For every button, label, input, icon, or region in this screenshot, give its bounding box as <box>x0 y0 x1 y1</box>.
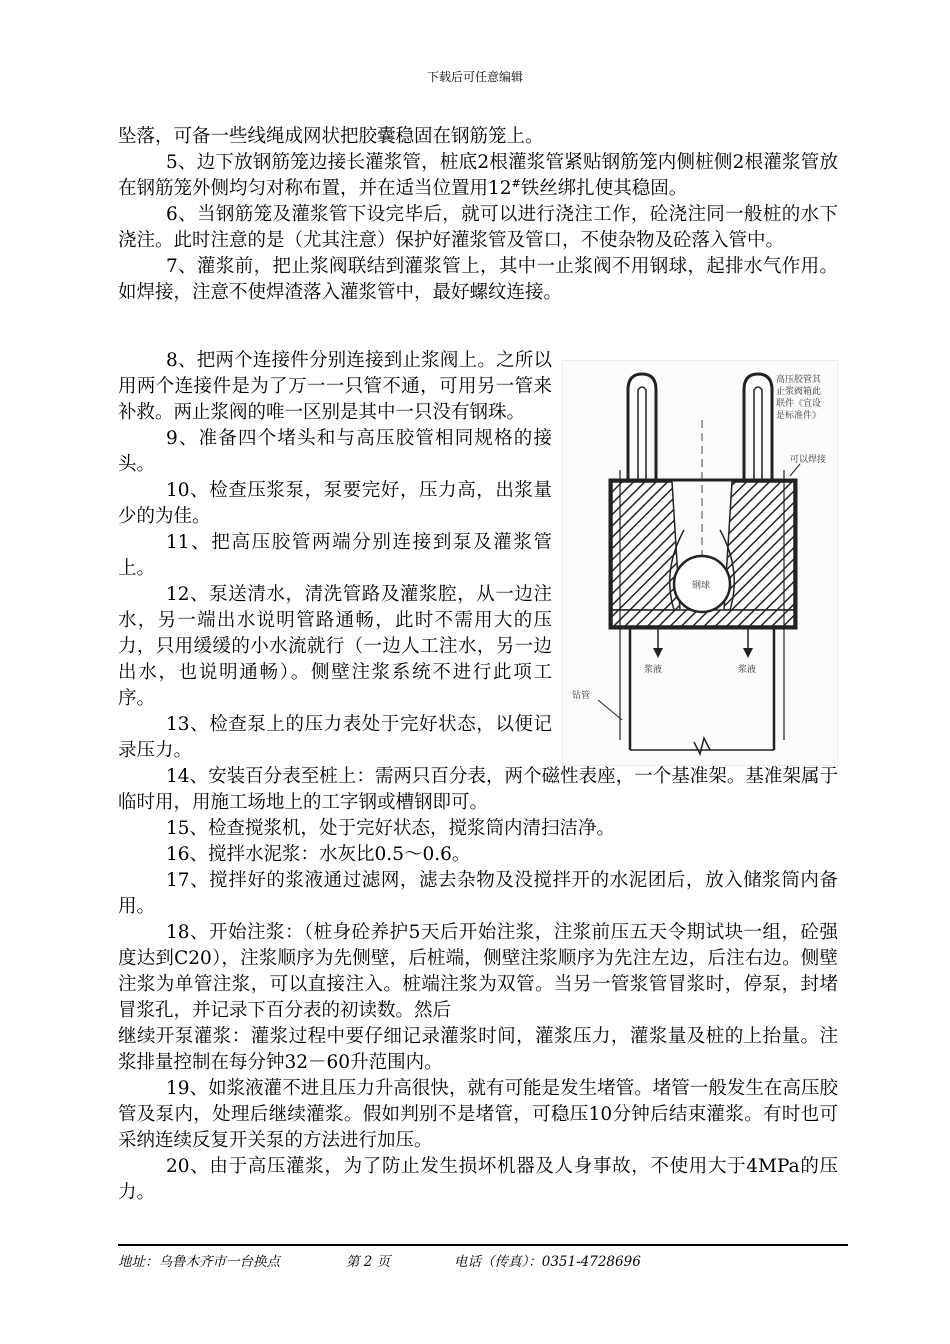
paragraph: 10、检查压浆泵，泵要完好，压力高，出浆量少的为佳。 <box>118 480 552 527</box>
label-top-4: 是标准件》 <box>776 411 822 421</box>
document-body <box>118 124 838 1203</box>
paragraph: 8、把两个连接件分别连接到止浆阀上。之所以用两个连接件是为了万一一只管不通，可用另一管来补救。两止浆阀的唯一区别是其中一只没有钢珠。 <box>118 350 552 423</box>
paragraph: 13、检查泵上的压力表处于完好状态，以便记录压力。 <box>118 714 552 761</box>
paragraph: 19、如浆液灌不进且压力升高很快，就有可能是发生堵管。堵管一般发生在高压胶管及泵内，处理后继续灌浆。假如判别不是堵管，可稳压10分钟后结束灌浆。有时也可采纳连续反复开关泵的方法进行加压。 <box>118 1078 838 1151</box>
paragraph: 20、由于高压灌浆，为了防止发生损坏机器及人身事故，不使用大于4MPa的压力。 <box>118 1156 838 1203</box>
grouting-valve-diagram <box>562 360 838 766</box>
valve-drawing <box>562 360 838 766</box>
paragraph: 6、当钢筋笼及灌浆管下设完毕后，就可以进行浇注工作，砼浇注同一般桩的水下浇注。此时注意的是（尤其注意）保护好灌浆管及管口，不使杂物及砼落入管中。 <box>118 204 838 251</box>
paragraph: 17、搅拌好的浆液通过滤网，滤去杂物及没搅拌开的水泥团后，放入储浆筒内备用。 <box>118 870 838 917</box>
paragraph: 11、把高压胶管两端分别连接到泵及灌浆管上。 <box>118 532 552 579</box>
footer-rule <box>118 1244 848 1246</box>
paragraph: 18、开始注浆：（桩身砼养护5天后开始注浆，注浆前压五天令期试块一组，砼强度达到C20），注浆顺序为先侧壁，后桩端，侧壁注浆顺序为先注左边，后注右边。侧壁注浆为单管注浆，可以直接注入。桩端注浆为双管。当另一管浆管冒浆时，停泵，封堵冒浆孔，并记录下百分表的初读数。然后 <box>118 922 838 1021</box>
footer-phone: 电话（传真）：0351-4728696 <box>454 1254 641 1270</box>
paragraph: 14、安装百分表至桩上：需两只百分表，两个磁性表座，一个基准架。基准架属于临时用，用施工场地上的工字钢或槽钢即可。 <box>118 766 838 813</box>
label-top-3: 联件《宜设 <box>776 399 822 409</box>
label-weld: 可以焊接 <box>790 455 827 465</box>
lower-paragraphs <box>118 764 838 1206</box>
paragraph-5-tail: 铁丝绑扎使其稳固。 <box>520 178 688 199</box>
paragraph: 7、灌浆前，把止浆阀联结到灌浆管上，其中一止浆阀不用钢球，起排水气作用。如焊接，注意不使焊渣落入灌浆管中，最好螺纹连接。 <box>118 256 838 303</box>
label-right-flow: 浆液 <box>738 665 757 675</box>
paragraph: 9、准备四个堵头和与高压胶管相同规格的接头。 <box>118 428 552 475</box>
paragraph: 坠落，可备一些线绳成网状把胶囊稳固在钢筋笼上。 <box>118 126 544 147</box>
label-top-2: 止浆阀箱此 <box>776 387 822 397</box>
label-left-flow: 浆液 <box>644 665 663 675</box>
paragraph: 12、泵送清水，清洗管路及灌浆腔，从一边注水，另一端出水说明管路通畅，此时不需用大的压力，只用缓缓的小水流就行（一边人工注水，另一边出水，也说明通畅）。侧壁注浆系统不进行此项工序。 <box>118 584 552 709</box>
wrapped-paragraphs <box>118 348 552 764</box>
paragraph-5 <box>118 150 838 202</box>
top-paragraphs <box>118 124 838 306</box>
page-header: 下载后可任意编辑 <box>426 70 523 84</box>
paragraph: 15、检查搅浆机，处于完好状态，搅浆筒内清扫洁净。 <box>166 818 616 839</box>
paragraph: 继续开泵灌浆：灌浆过程中要仔细记录灌浆时间，灌浆压力，灌浆量及桩的上抬量。注浆排量控制在每分钟32－60升范围内。 <box>118 1026 838 1073</box>
superscript: # <box>511 176 521 190</box>
paragraph: 16、搅拌水泥浆：水灰比0.5～0.6。 <box>166 844 471 865</box>
label-pipe: 钻管 <box>572 691 591 701</box>
label-top-1: 高压胶管其 <box>776 375 822 385</box>
label-ball: 钢球 <box>692 581 711 591</box>
footer-address: 地址：乌鲁木齐市一台换点 <box>118 1254 280 1270</box>
footer-page-number: 第 2 页 <box>346 1254 391 1270</box>
paragraph-5-text: 5、边下放钢筋笼边接长灌浆管，桩底2根灌浆管紧贴钢筋笼内侧桩侧2根灌浆管放在钢筋笼外侧均匀对称布置，并在适当位置用12 <box>118 152 838 199</box>
